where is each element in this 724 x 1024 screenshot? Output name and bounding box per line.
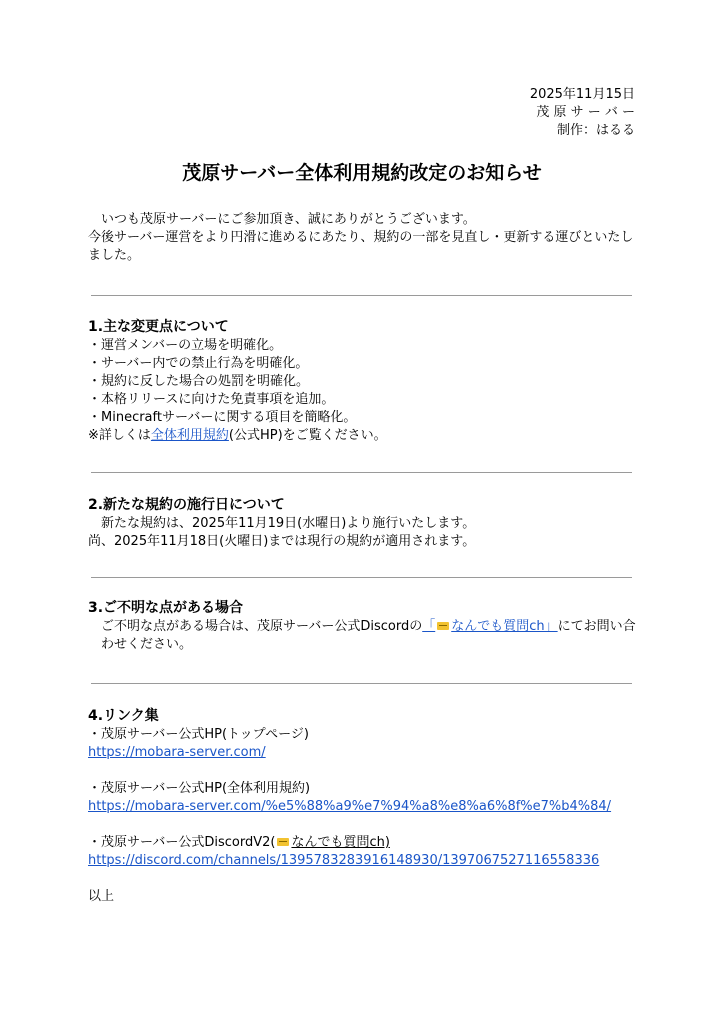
intro-line-2: 今後サーバー運営をより円滑に進めるにあたり、規約の一部を見直し・更新する運びといたしました。: [88, 230, 634, 263]
top-page-url-link[interactable]: https://mobara-server.com/: [88, 745, 266, 760]
list-item: ・Minecraftサーバーに関する項目を簡略化。: [88, 410, 357, 425]
link-label-terms: ・茂原サーバー公式HP(全体利用規約): [88, 781, 311, 796]
discord-label-link[interactable]: なんでも質問ch): [275, 835, 389, 850]
terms-link[interactable]: 全体利用規約: [150, 428, 229, 443]
section-1-note: [88, 427, 640, 445]
note-suffix: (公式HP)をご覧ください。: [228, 428, 387, 443]
section-3: [88, 599, 640, 654]
ticket-icon: [437, 622, 449, 630]
ticket-icon: [277, 838, 289, 846]
link-label-top-page: ・茂原サーバー公式HP(トップページ): [88, 727, 309, 742]
section-3-suffix: にてお問い合わせください。: [101, 619, 636, 652]
list-item: ・運営メンバーの立場を明確化。: [88, 338, 283, 353]
section-1-heading: 1.主な変更点について: [88, 319, 229, 335]
link-label-discord: ・茂原サーバー公式DiscordV2( なんでも質問ch): [88, 835, 390, 850]
divider: [91, 577, 632, 578]
divider: [91, 683, 632, 684]
section-3-body: [88, 618, 640, 654]
intro-paragraph: [88, 211, 640, 265]
list-item: ・サーバー内での禁止行為を明確化。: [88, 356, 309, 371]
section-2: [88, 496, 640, 551]
list-item: ・規約に反した場合の処罰を明確化。: [88, 374, 310, 389]
section-4-heading: 4.リンク集: [88, 708, 159, 724]
section-3-heading: 3.ご不明な点がある場合: [88, 600, 244, 616]
section-1: [88, 318, 640, 445]
section-4: [88, 707, 640, 906]
document-title: 茂原サーバー全体利用規約改定のお知らせ: [182, 162, 542, 184]
discord-channel-link[interactable]: 「 なんでも質問ch」: [422, 619, 558, 634]
header-block: [530, 86, 635, 140]
organization-name: 茂 原 サ ー バ ー: [536, 105, 635, 120]
note-prefix: ※詳しくは: [88, 428, 151, 443]
section-2-line-2: 尚、2025年11月18日(火曜日)までは現行の規約が適用されます。: [88, 534, 476, 549]
divider: [91, 295, 632, 296]
section-3-prefix: ご不明な点がある場合は、茂原サーバー公式Discordの: [101, 619, 423, 634]
divider: [91, 472, 632, 473]
closing-text: 以上: [88, 889, 115, 904]
section-2-line-1: 新たな規約は、2025年11月19日(水曜日)より施行いたします。: [101, 516, 476, 531]
discord-url-link[interactable]: https://discord.com/channels/1395783283916148930/1397067527116558336: [88, 853, 600, 868]
issue-date: 2025年11月15日: [529, 87, 635, 102]
terms-url-link[interactable]: https://mobara-server.com/%e5%88%a9%e7%94%a8%e8%a6%8f%e7%b4%84/: [88, 799, 612, 814]
list-item: ・本格リリースに向けた免責事項を追加。: [88, 392, 335, 407]
intro-line-1: いつも茂原サーバーにご参加頂き、誠にありがとうございます。: [101, 212, 476, 227]
author-line: 制作：はるる: [556, 123, 635, 138]
section-2-heading: 2.新たな規約の施行日について: [88, 497, 285, 513]
